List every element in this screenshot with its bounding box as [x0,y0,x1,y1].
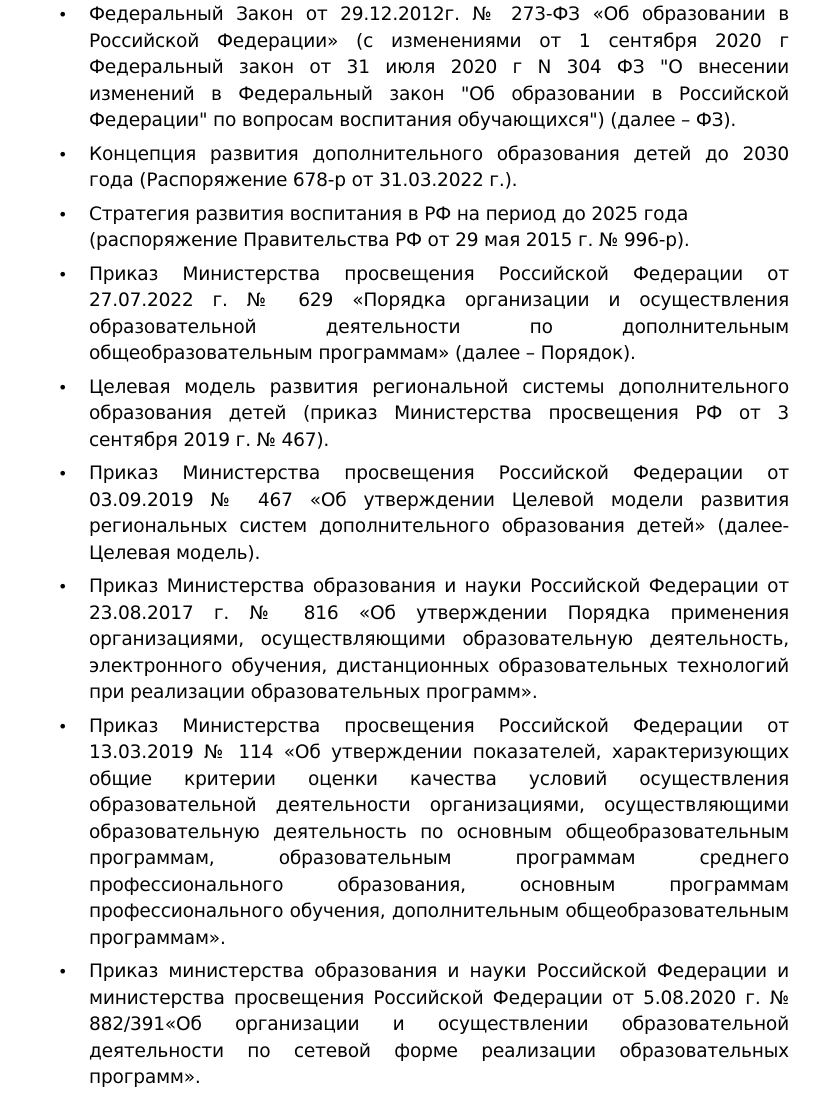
list-item-text: Приказ Министерства образования и науки Российской Федерации от 23.08.2017 г. № 816 «Об утверждении Порядка применения организациями, осуществляющими образовательную деятельность, электронного обучения, дистанционных образовательных технологий при реализации образовательных программ». [89,576,789,703]
list-item-text: Концепция развития дополнительного образования детей до 2030 года (Распоряжение 678-р от 31.03.2022 г.). [89,143,789,191]
list-item [58,262,789,368]
bullet-icon: • [58,5,68,24]
list-item [58,142,789,195]
bullet-icon: • [58,264,68,284]
list-item [58,714,789,953]
regulation-list [58,2,789,1099]
list-item [58,959,789,1092]
list-item-text: Целевая модель развития региональной системы дополнительного образования детей (приказ Министерства просвещения РФ от 3 сентября 2019 г. № 467). [89,376,789,451]
bullet-icon: • [58,377,68,397]
list-item [58,574,789,707]
list-item-text: Федеральный Закон от 29.12.2012г. № 273-ФЗ «Об образовании в Российской Федерации» (с изменениями от 1 сентября 2020 г Федеральный закон от 31 июля 2020 г N 304 ФЗ "О внесении изменений в Федеральный закон "Об образовании в Российской Федерации" по вопросам воспитания обучающихся") (далее – ФЗ). [89,4,789,131]
bullet-icon: • [58,716,68,736]
list-item [58,2,789,135]
bullet-icon: • [58,144,68,164]
list-item-text: Приказ Министерства просвещения Российской Федерации от 13.03.2019 № 114 «Об утверждении показателей, характеризующих общие критерии оценки качества условий осуществления образовательной деятельности организациями, осуществляющими образовательную деятельность по основным общеобразовательным программам, образовательным программам среднего профессионального образования, основным программам профессионального обучения, дополнительным общеобразовательным программам». [89,715,789,949]
bullet-icon: • [58,204,68,224]
list-item-text: Стратегия развития воспитания в РФ на период до 2025 года (распоряжение Правительства РФ от 29 мая 2015 г. № 996-р). [89,203,690,251]
list-item-text: Приказ министерства образования и науки Российской Федерации и министерства просвещения Российской Федерации от 5.08.2020 г. № 882/391«Об организации и осуществлении образовательной деятельности по сетевой форме реализации образовательных программ». [89,961,789,1088]
list-item-text: Приказ Министерства просвещения Российской Федерации от 27.07.2022 г. № 629 «Порядка организации и осуществления образовательной деятельности по дополнительным общеобразовательным программам» (далее – Порядок). [89,263,789,364]
list-item-text: Приказ Министерства просвещения Российской Федерации от 03.09.2019 № 467 «Об утверждении Целевой модели развития региональных систем дополнительного образования детей» (далее- Целевая модель). [89,463,789,564]
list-item [58,375,789,455]
list-item [58,202,789,255]
bullet-icon: • [58,464,68,483]
bullet-icon: • [58,962,68,981]
bullet-icon: • [58,577,68,596]
list-item [58,461,789,567]
